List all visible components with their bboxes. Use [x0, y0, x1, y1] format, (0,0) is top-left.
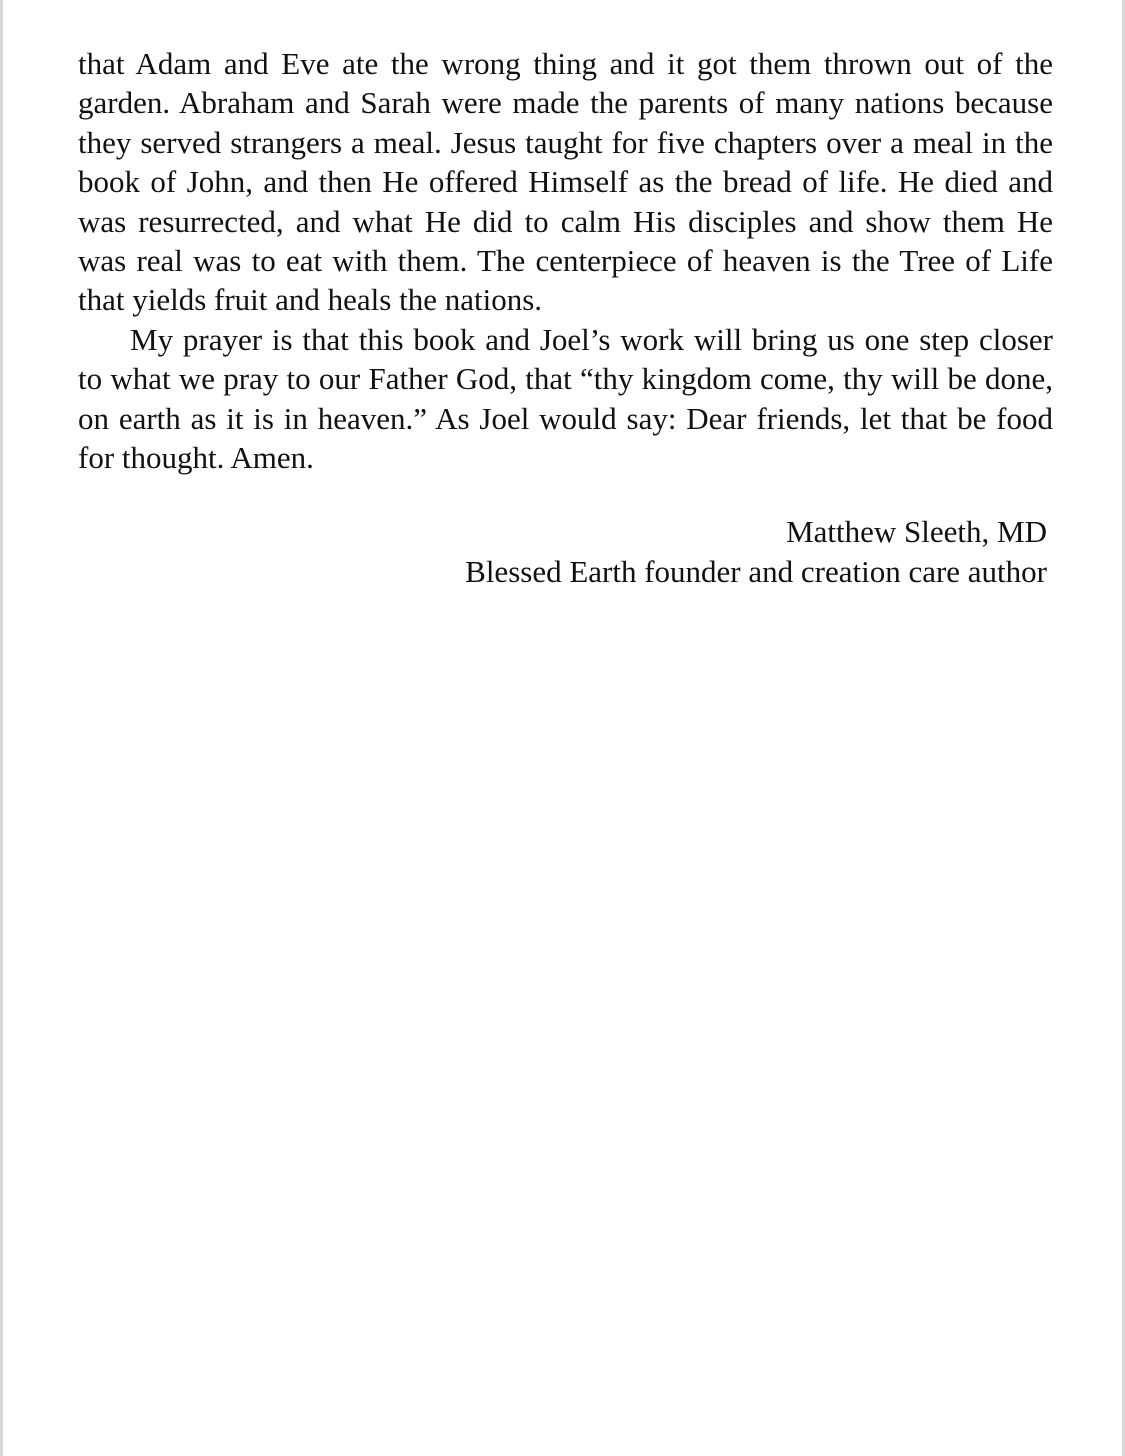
- signature-block: [465, 512, 1047, 592]
- paragraph-continued: that Adam and Eve ate the wrong thing and it got them thrown out of the garden. Abraham and Sarah were made the parents of many nations because they served strangers a meal. Jesus taught for five chapters over a meal in the book of John, and then He offered Himself as the bread of life. He died and was resurrected, and what He did to calm His disciples and show them He was real was to eat with them. The centerpiece of heaven is the Tree of Life that yields fruit and heals the nations.: [78, 46, 1053, 318]
- author-title: Blessed Earth founder and creation care author: [465, 554, 1047, 589]
- body-text: [78, 44, 1053, 477]
- paragraph-prayer: My prayer is that this book and Joel’s work will bring us one step closer to what we pray to our Father God, that “thy kingdom come, thy will be done, on earth as it is in heaven.” As Joel would say: Dear friends, let that be food for thought. Amen.: [78, 321, 1053, 476]
- author-name: Matthew Sleeth, MD: [786, 514, 1047, 549]
